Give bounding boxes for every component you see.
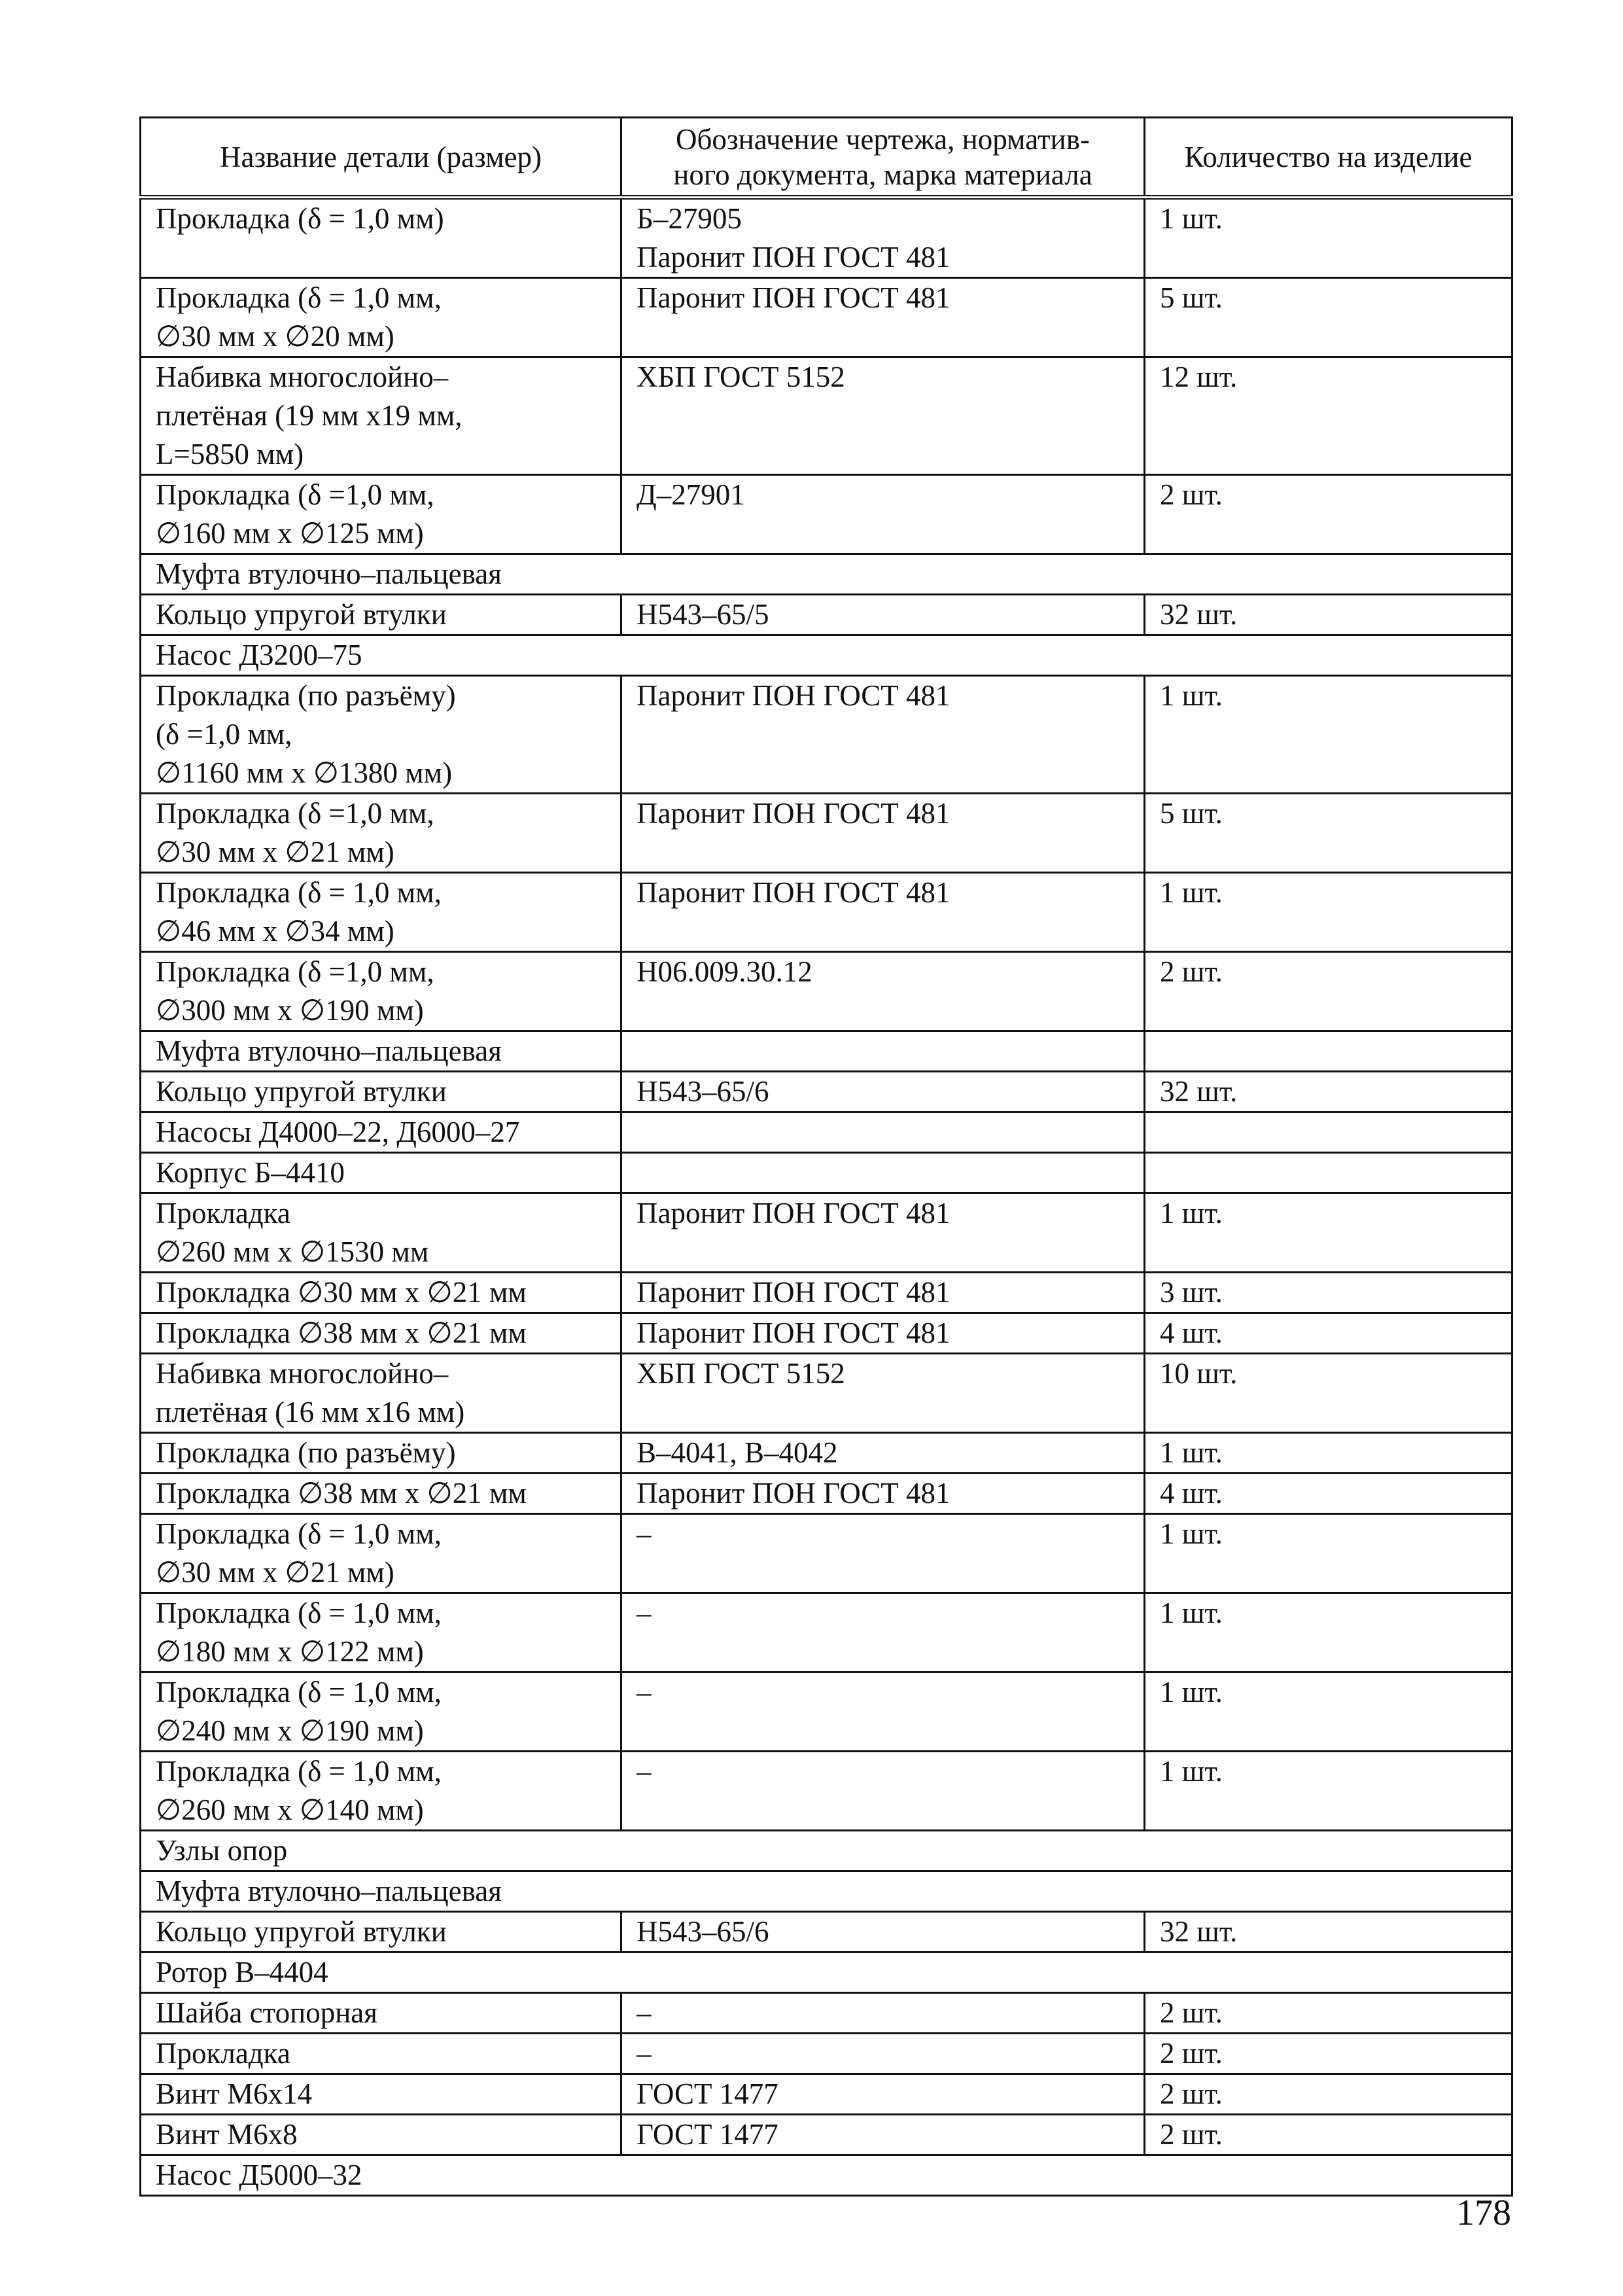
cell-part-name: Прокладка (δ =1,0 мм, ∅30 мм х ∅21 мм) [141, 794, 621, 873]
cell-designation: ХБП ГОСТ 5152 [621, 357, 1145, 475]
table-row [141, 1112, 1512, 1153]
table-row [141, 1993, 1512, 2034]
cell-designation: Паронит ПОН ГОСТ 481 [621, 873, 1145, 952]
cell-quantity: 2 шт. [1145, 2115, 1512, 2155]
cell-designation: – [621, 1514, 1145, 1593]
cell-designation: Б–27905 Паронит ПОН ГОСТ 481 [621, 198, 1145, 278]
table-row [141, 1072, 1512, 1112]
table-row [141, 1514, 1512, 1593]
cell-designation: Н06.009.30.12 [621, 952, 1145, 1031]
table-row [141, 198, 1512, 278]
cell-part-name: Прокладка ∅38 мм х ∅21 мм [141, 1474, 621, 1514]
cell-designation: – [621, 1752, 1145, 1831]
cell-designation [621, 1153, 1145, 1193]
cell-part-name: Шайба стопорная [141, 1993, 621, 2034]
cell-part-name: Прокладка (δ = 1,0 мм, ∅240 мм х ∅190 мм) [141, 1672, 621, 1752]
cell-quantity: 1 шт. [1145, 676, 1512, 794]
table-row [141, 794, 1512, 873]
table-row [141, 1313, 1512, 1354]
section-title: Насос Д5000–32 [141, 2155, 1512, 2196]
table-row [141, 278, 1512, 357]
section-title: Муфта втулочно–пальцевая [141, 1871, 1512, 1912]
cell-quantity: 10 шт. [1145, 1354, 1512, 1433]
header-part-name: Название детали (размер) [141, 118, 621, 198]
cell-quantity [1145, 1153, 1512, 1193]
cell-designation: – [621, 1593, 1145, 1672]
cell-part-name: Прокладка (по разъёму) [141, 1433, 621, 1474]
cell-designation [621, 1112, 1145, 1153]
page-number: 178 [1456, 2193, 1511, 2233]
cell-quantity: 32 шт. [1145, 595, 1512, 635]
cell-designation: ХБП ГОСТ 5152 [621, 1354, 1145, 1433]
cell-quantity [1145, 1031, 1512, 1072]
cell-part-name: Прокладка (δ = 1,0 мм, ∅30 мм х ∅20 мм) [141, 278, 621, 357]
table-row [141, 2034, 1512, 2074]
table-row [141, 1433, 1512, 1474]
cell-part-name: Набивка многослойно– плетёная (16 мм х16 мм) [141, 1354, 621, 1433]
cell-part-name: Прокладка (δ = 1,0 мм, ∅30 мм х ∅21 мм) [141, 1514, 621, 1593]
cell-designation: Паронит ПОН ГОСТ 481 [621, 1474, 1145, 1514]
table-row [141, 1912, 1512, 1952]
cell-designation: Н543–65/5 [621, 595, 1145, 635]
section-row [141, 1871, 1512, 1912]
cell-designation: Паронит ПОН ГОСТ 481 [621, 278, 1145, 357]
table-row [141, 475, 1512, 554]
cell-quantity: 1 шт. [1145, 1672, 1512, 1752]
cell-part-name: Кольцо упругой втулки [141, 595, 621, 635]
cell-quantity [1145, 1112, 1512, 1153]
cell-quantity: 4 шт. [1145, 1474, 1512, 1514]
table-row [141, 1153, 1512, 1193]
cell-part-name: Прокладка (δ = 1,0 мм, ∅180 мм х ∅122 мм) [141, 1593, 621, 1672]
cell-part-name: Набивка многослойно– плетёная (19 мм х19 мм, L=5850 мм) [141, 357, 621, 475]
cell-quantity: 3 шт. [1145, 1273, 1512, 1313]
cell-quantity: 4 шт. [1145, 1313, 1512, 1354]
cell-designation: Паронит ПОН ГОСТ 481 [621, 676, 1145, 794]
cell-part-name: Винт М6х8 [141, 2115, 621, 2155]
cell-part-name: Винт М6х14 [141, 2074, 621, 2115]
table-row [141, 952, 1512, 1031]
table-row [141, 1474, 1512, 1514]
cell-quantity: 12 шт. [1145, 357, 1512, 475]
cell-designation: Н543–65/6 [621, 1912, 1145, 1952]
cell-quantity: 1 шт. [1145, 1514, 1512, 1593]
header-designation: Обозначение чертежа, норматив- ного документа, марка материала [621, 118, 1145, 198]
table-body [141, 198, 1512, 2196]
parts-table [139, 116, 1513, 2197]
cell-designation: Паронит ПОН ГОСТ 481 [621, 1193, 1145, 1273]
cell-part-name: Кольцо упругой втулки [141, 1072, 621, 1112]
cell-designation: Паронит ПОН ГОСТ 481 [621, 794, 1145, 873]
cell-quantity: 2 шт. [1145, 475, 1512, 554]
table-header-row [141, 118, 1512, 198]
cell-part-name: Прокладка (δ = 1,0 мм, ∅46 мм х ∅34 мм) [141, 873, 621, 952]
cell-quantity: 1 шт. [1145, 1433, 1512, 1474]
cell-part-name: Насосы Д4000–22, Д6000–27 [141, 1112, 621, 1153]
cell-designation: Паронит ПОН ГОСТ 481 [621, 1273, 1145, 1313]
cell-part-name: Прокладка [141, 2034, 621, 2074]
cell-part-name: Корпус Б–4410 [141, 1153, 621, 1193]
table-row [141, 2115, 1512, 2155]
cell-quantity: 1 шт. [1145, 198, 1512, 278]
section-row [141, 1831, 1512, 1871]
cell-quantity: 2 шт. [1145, 2074, 1512, 2115]
cell-quantity: 5 шт. [1145, 278, 1512, 357]
table-row [141, 1593, 1512, 1672]
cell-quantity: 2 шт. [1145, 952, 1512, 1031]
cell-quantity: 32 шт. [1145, 1072, 1512, 1112]
section-title: Муфта втулочно–пальцевая [141, 554, 1512, 595]
cell-quantity: 2 шт. [1145, 1993, 1512, 2034]
header-quantity: Количество на изделие [1145, 118, 1512, 198]
cell-part-name: Прокладка (δ = 1,0 мм, ∅260 мм х ∅140 мм) [141, 1752, 621, 1831]
table-row [141, 1193, 1512, 1273]
section-title: Насос Д3200–75 [141, 635, 1512, 676]
cell-part-name: Прокладка (δ = 1,0 мм) [141, 198, 621, 278]
cell-quantity: 2 шт. [1145, 2034, 1512, 2074]
section-title: Ротор В–4404 [141, 1952, 1512, 1993]
table-row [141, 1273, 1512, 1313]
table-row [141, 873, 1512, 952]
section-row [141, 2155, 1512, 2196]
cell-designation: ГОСТ 1477 [621, 2115, 1145, 2155]
table-row [141, 1752, 1512, 1831]
cell-designation: В–4041, В–4042 [621, 1433, 1145, 1474]
table-row [141, 1354, 1512, 1433]
cell-part-name: Муфта втулочно–пальцевая [141, 1031, 621, 1072]
section-row [141, 1952, 1512, 1993]
table-row [141, 2074, 1512, 2115]
cell-designation: Паронит ПОН ГОСТ 481 [621, 1313, 1145, 1354]
table-row [141, 1031, 1512, 1072]
cell-part-name: Прокладка ∅260 мм х ∅1530 мм [141, 1193, 621, 1273]
cell-part-name: Прокладка (δ =1,0 мм, ∅160 мм х ∅125 мм) [141, 475, 621, 554]
cell-part-name: Прокладка ∅38 мм х ∅21 мм [141, 1313, 621, 1354]
cell-quantity: 32 шт. [1145, 1912, 1512, 1952]
cell-quantity: 1 шт. [1145, 873, 1512, 952]
cell-designation: – [621, 2034, 1145, 2074]
section-row [141, 635, 1512, 676]
cell-designation [621, 1031, 1145, 1072]
section-title: Узлы опор [141, 1831, 1512, 1871]
table-row [141, 595, 1512, 635]
table-row [141, 676, 1512, 794]
table-row [141, 1672, 1512, 1752]
cell-quantity: 1 шт. [1145, 1752, 1512, 1831]
cell-quantity: 5 шт. [1145, 794, 1512, 873]
cell-designation: Н543–65/6 [621, 1072, 1145, 1112]
cell-quantity: 1 шт. [1145, 1593, 1512, 1672]
cell-quantity: 1 шт. [1145, 1193, 1512, 1273]
cell-designation: – [621, 1672, 1145, 1752]
table-row [141, 357, 1512, 475]
cell-designation: – [621, 1993, 1145, 2034]
cell-part-name: Прокладка (по разъёму) (δ =1,0 мм, ∅1160 мм х ∅1380 мм) [141, 676, 621, 794]
cell-part-name: Прокладка (δ =1,0 мм, ∅300 мм х ∅190 мм) [141, 952, 621, 1031]
section-row [141, 554, 1512, 595]
cell-part-name: Прокладка ∅30 мм х ∅21 мм [141, 1273, 621, 1313]
cell-designation: ГОСТ 1477 [621, 2074, 1145, 2115]
cell-designation: Д–27901 [621, 475, 1145, 554]
cell-part-name: Кольцо упругой втулки [141, 1912, 621, 1952]
